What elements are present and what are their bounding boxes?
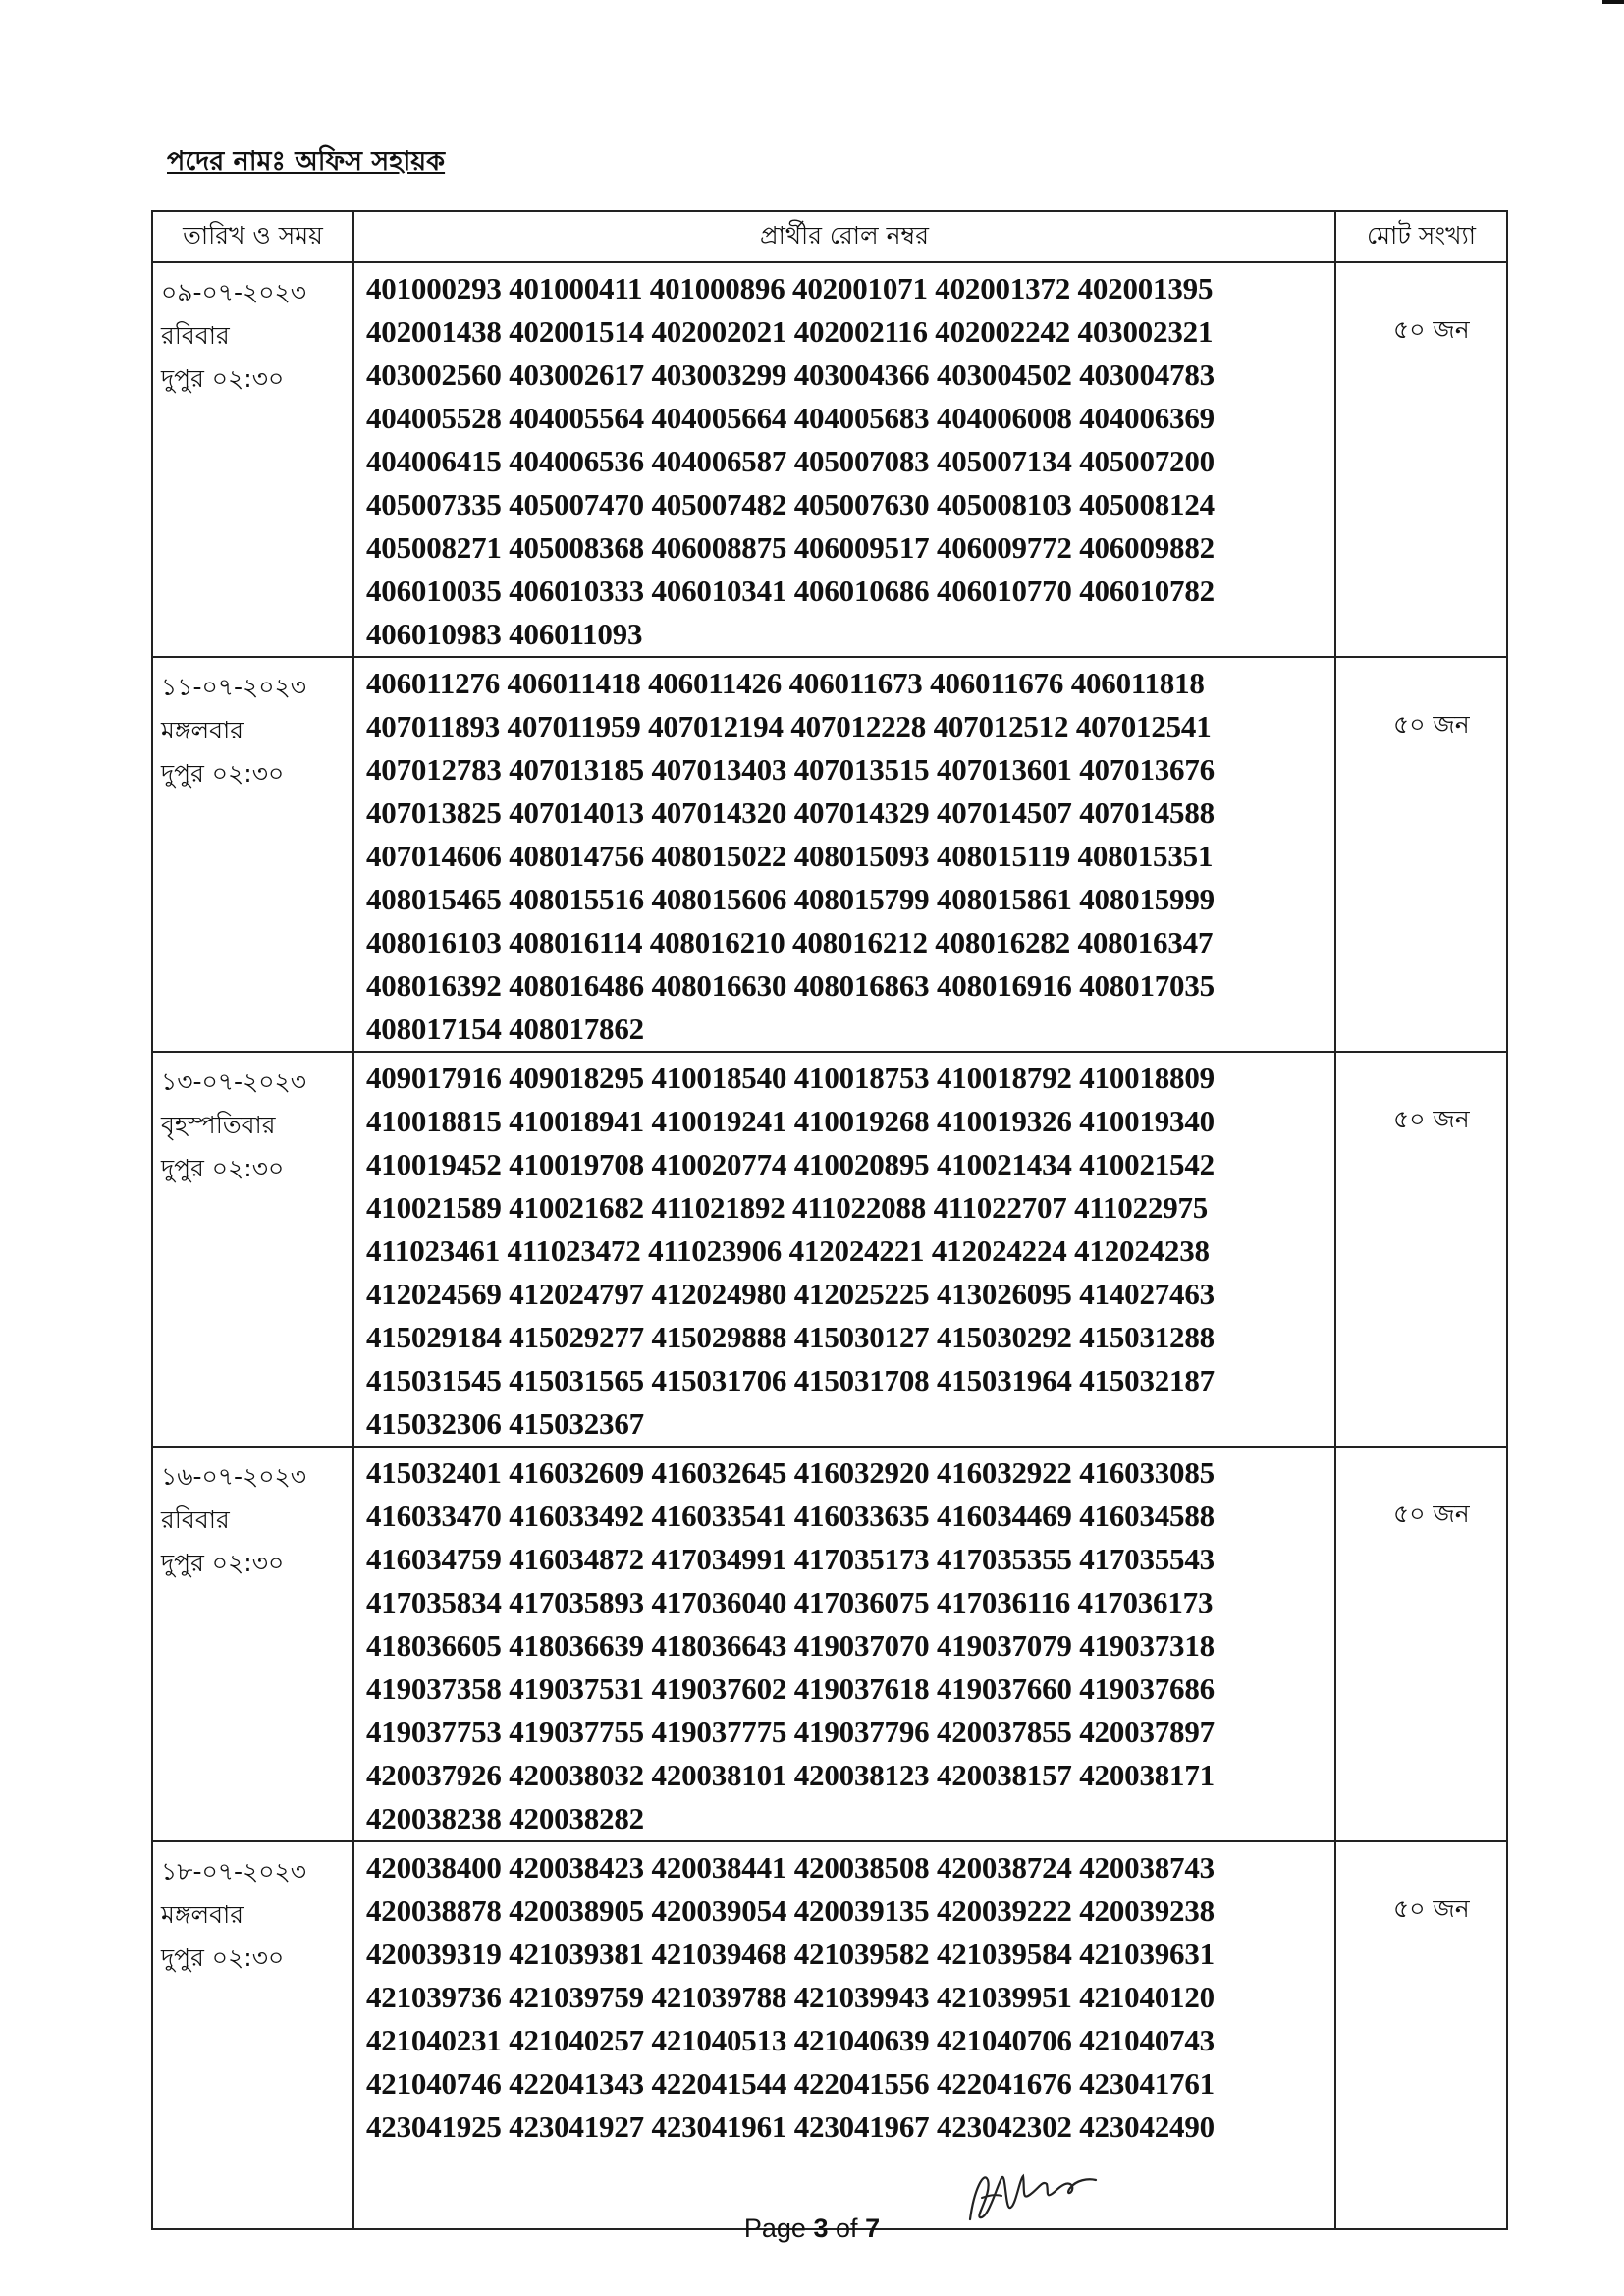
roll-number-line: 421039736 421039759 421039788 421039943 421039951 421040120: [366, 1980, 1215, 2014]
roll-number-line: 416033470 416033492 416033541 416033635 416034469 416034588: [366, 1499, 1215, 1533]
page-of: of: [836, 2214, 858, 2243]
roll-number-line: 407013825 407014013 407014320 407014329 407014507 407014588: [366, 795, 1215, 830]
roll-number-line: 417035834 417035893 417036040 417036075 417036116 417036173: [366, 1585, 1214, 1619]
roll-number-line: 421040231 421040257 421040513 421040639 421040706 421040743: [366, 2023, 1215, 2057]
roll-number-line: 415032401 416032609 416032645 416032920 416032922 416033085: [366, 1455, 1215, 1490]
roll-number-line: 403002560 403002617 403003299 403004366 403004502 403004783: [366, 357, 1215, 392]
candidate-count: ৫০ জন: [1335, 1841, 1507, 2229]
table-row: [152, 1447, 1507, 1841]
exam-date: ১৩-০৭-২০২৩: [161, 1067, 307, 1096]
page-number: [0, 2214, 1624, 2244]
exam-day: রবিবার: [161, 321, 230, 350]
roll-number-line: 404005528 404005564 404005664 404005683 404006008 404006369: [366, 401, 1215, 435]
roll-number-line: 420038238 420038282: [366, 1801, 644, 1835]
exam-day: মঙ্গলবার: [161, 1900, 244, 1929]
roll-number-line: 411023461 411023472 411023906 412024221 412024224 412024238: [366, 1233, 1210, 1268]
roll-number-line: 408015465 408015516 408015606 408015799 408015861 408015999: [366, 882, 1215, 916]
roll-number-line: 415029184 415029277 415029888 415030127 415030292 415031288: [366, 1320, 1215, 1354]
table-row: [152, 1052, 1507, 1447]
exam-time: দুপুর ০২:৩০: [161, 1943, 285, 1972]
roll-number-line: 410021589 410021682 411021892 411022088 411022707 411022975: [366, 1190, 1209, 1225]
corner-mark: [1602, 0, 1624, 4]
roll-numbers-cell: [353, 1447, 1335, 1841]
exam-time: দুপুর ০২:৩০: [161, 364, 285, 393]
table-header-row: [152, 211, 1507, 262]
exam-day: বৃহস্পতিবার: [161, 1111, 276, 1139]
roll-number-line: 419037358 419037531 419037602 419037618 419037660 419037686: [366, 1671, 1215, 1706]
exam-date: ০৯-০৭-২০২৩: [161, 278, 307, 306]
date-time-cell: [152, 1447, 353, 1841]
roll-number-line: 407014606 408014756 408015022 408015093 408015119 408015351: [366, 839, 1214, 873]
roll-number-line: 410019452 410019708 410020774 410020895 410021434 410021542: [366, 1147, 1215, 1181]
date-time-cell: [152, 657, 353, 1052]
page-total: 7: [865, 2214, 881, 2243]
date-time-cell: [152, 1841, 353, 2229]
roll-numbers-cell: [353, 262, 1335, 657]
exam-date: ১১-০৭-২০২৩: [161, 673, 307, 701]
page-current: 3: [813, 2214, 829, 2243]
roll-number-line: 420039319 421039381 421039468 421039582 421039584 421039631: [366, 1937, 1215, 1971]
exam-schedule-table: [151, 210, 1508, 2230]
roll-number-line: 410018815 410018941 410019241 410019268 410019326 410019340: [366, 1104, 1215, 1138]
roll-number-line: 420038400 420038423 420038441 420038508 420038724 420038743: [366, 1850, 1215, 1885]
roll-number-line: 423041925 423041927 423041961 423041967 423042302 423042490: [366, 2109, 1215, 2144]
exam-date: ১৬-০৭-২০২৩: [161, 1462, 307, 1491]
roll-number-line: 420038878 420038905 420039054 420039135 420039222 420039238: [366, 1893, 1215, 1928]
roll-number-line: 406010983 406011093: [366, 617, 643, 651]
table-row: [152, 262, 1507, 657]
roll-number-line: 408016392 408016486 408016630 408016863 408016916 408017035: [366, 968, 1215, 1003]
roll-number-line: 405008271 405008368 406008875 406009517 406009772 406009882: [366, 530, 1215, 565]
roll-number-line: 406010035 406010333 406010341 406010686 406010770 406010782: [366, 574, 1215, 608]
roll-number-line: 415032306 415032367: [366, 1406, 644, 1441]
roll-number-line: 407012783 407013185 407013403 407013515 407013601 407013676: [366, 752, 1215, 787]
exam-time: দুপুর ০২:৩০: [161, 1154, 285, 1182]
roll-number-line: 409017916 409018295 410018540 410018753 410018792 410018809: [366, 1061, 1215, 1095]
candidate-count: ৫০ জন: [1335, 1052, 1507, 1447]
header-roll-numbers: প্রার্থীর রোল নম্বর: [353, 211, 1335, 262]
roll-numbers-cell: [353, 1052, 1335, 1447]
roll-number-line: 420037926 420038032 420038101 420038123 420038157 420038171: [366, 1758, 1215, 1792]
exam-time: দুপুর ০২:৩০: [161, 759, 285, 788]
table-body: [152, 262, 1507, 2229]
header-date-time: তারিখ ও সময়: [152, 211, 353, 262]
candidate-count: ৫০ জন: [1335, 262, 1507, 657]
table-row: [152, 657, 1507, 1052]
candidate-count: ৫০ জন: [1335, 1447, 1507, 1841]
page-prefix: Page: [743, 2214, 806, 2243]
roll-number-line: 408016103 408016114 408016210 408016212 408016282 408016347: [366, 925, 1214, 959]
date-time-cell: [152, 1052, 353, 1447]
roll-number-line: 408017154 408017862: [366, 1011, 644, 1046]
roll-number-line: 412024569 412024797 412024980 412025225 413026095 414027463: [366, 1277, 1215, 1311]
roll-numbers-cell: [353, 657, 1335, 1052]
roll-number-line: 401000293 401000411 401000896 402001071 402001372 402001395: [366, 271, 1214, 305]
roll-number-line: 416034759 416034872 417034991 417035173 417035355 417035543: [366, 1542, 1215, 1576]
post-title: পদের নামঃ অফিস সহায়ক: [167, 146, 446, 177]
roll-number-line: 418036605 418036639 418036643 419037070 419037079 419037318: [366, 1628, 1215, 1663]
roll-number-line: 404006415 404006536 404006587 405007083 405007134 405007200: [366, 444, 1215, 478]
exam-day: রবিবার: [161, 1505, 230, 1534]
exam-time: দুপুর ০২:৩০: [161, 1549, 285, 1577]
roll-numbers-cell: [353, 1841, 1335, 2229]
roll-number-line: 421040746 422041343 422041544 422041556 422041676 423041761: [366, 2066, 1215, 2101]
roll-number-line: 405007335 405007470 405007482 405007630 405008103 405008124: [366, 487, 1215, 521]
date-time-cell: [152, 262, 353, 657]
exam-day: মঙ্গলবার: [161, 716, 244, 744]
header-total: মোট সংখ্যা: [1335, 211, 1507, 262]
exam-date: ১৮-০৭-২০২৩: [161, 1857, 307, 1886]
roll-number-line: 415031545 415031565 415031706 415031708 415031964 415032187: [366, 1363, 1215, 1397]
table-row: [152, 1841, 1507, 2229]
candidate-count: ৫০ জন: [1335, 657, 1507, 1052]
roll-number-line: 419037753 419037755 419037775 419037796 420037855 420037897: [366, 1715, 1215, 1749]
roll-number-line: 406011276 406011418 406011426 406011673 406011676 406011818: [366, 666, 1205, 700]
roll-number-line: 402001438 402001514 402002021 402002116 402002242 403002321: [366, 314, 1214, 349]
roll-number-line: 407011893 407011959 407012194 407012228 407012512 407012541: [366, 709, 1212, 743]
